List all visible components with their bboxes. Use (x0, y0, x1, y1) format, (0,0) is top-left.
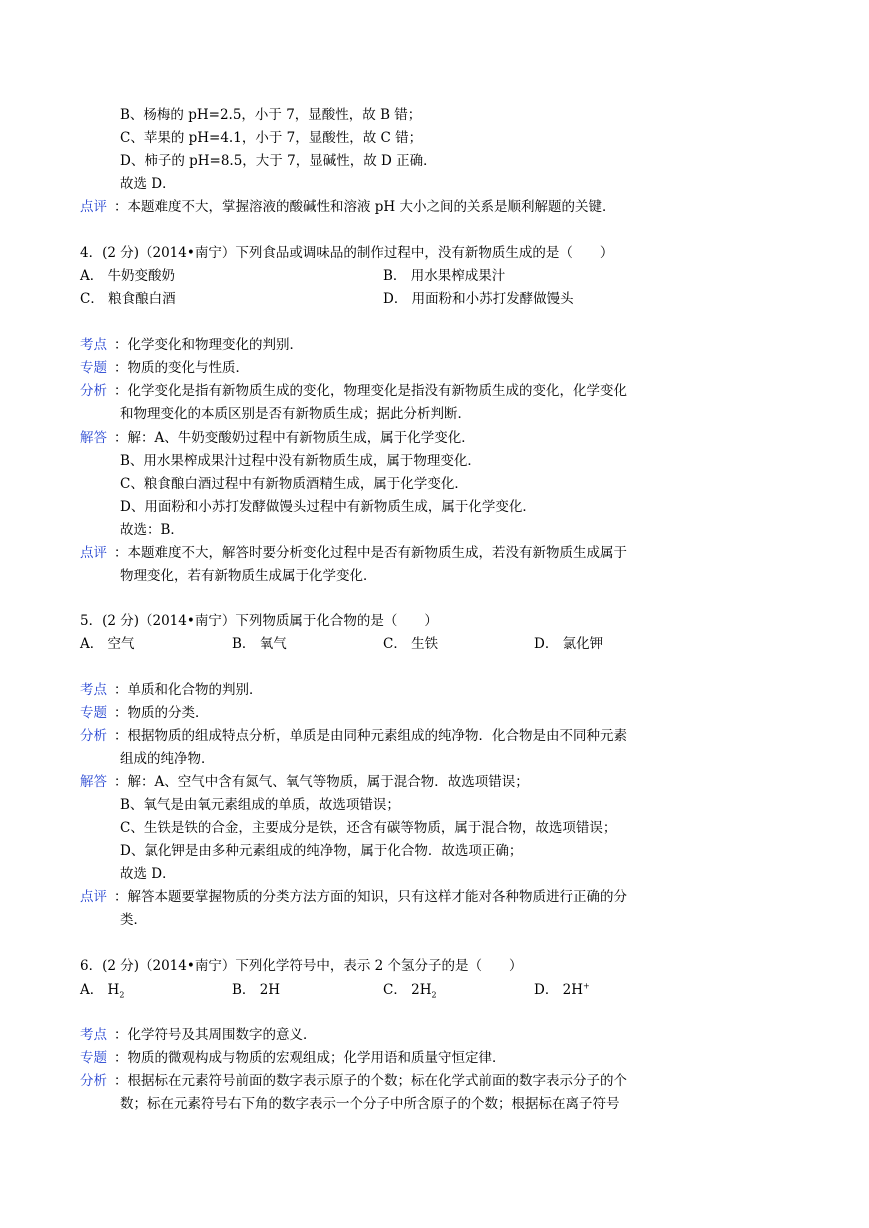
answer-line: B、杨梅的 pH=2.5，小于 7，显酸性，故 B 错； (120, 107, 422, 123)
q5-jieda-line: B、氧气是由氧元素组成的单质，故选项错误； (120, 797, 400, 813)
q5-jieda-line: D、氯化钾是由多种元素组成的纯净物，属于化合物．故选项正确； (120, 843, 523, 859)
q5-kaodian: ：单质和化合物的判别． (114, 682, 263, 698)
q6-fenxi-label: 分析 (80, 1073, 107, 1089)
q6-fenxi-line: 数；标在元素符号右下角的数字表示一个分子中所含原子的个数；根据标在离子符号 (120, 1096, 620, 1112)
q4-dianping-label: 点评 (80, 545, 107, 561)
q5-jieda-line: 故选 D． (120, 866, 176, 882)
q4-zhuanti-label: 专题 (80, 360, 107, 376)
q5-fenxi-line: ：根据物质的组成特点分析，单质是由同种元素组成的纯净物．化合物是由不同种元素 (114, 728, 627, 744)
q4-dianping-line: ：本题难度不大，解答时要分析变化过程中是否有新物质生成，若没有新物质生成属于 (114, 545, 627, 561)
q4-jieda-line: ：解：A、牛奶变酸奶过程中有新物质生成，属于化学变化． (114, 430, 475, 446)
q5-kaodian-label: 考点 (80, 682, 107, 698)
q6-kaodian-label: 考点 (80, 1027, 107, 1043)
q4-option-a: A． 牛奶变酸奶 (80, 268, 176, 284)
q5-dianping-line: ：解答本题要掌握物质的分类方法方面的知识，只有这样才能对各种物质进行正确的分 (114, 889, 627, 905)
q5-jieda-line: ：解：A、空气中含有氮气、氧气等物质，属于混合物．故选项错误； (114, 774, 529, 790)
question-4-stem: 4．(2 分)（2014•南宁）下列食品或调味品的制作过程中，没有新物质生成的是（ ） (80, 245, 614, 261)
q4-kaodian: ：化学变化和物理变化的判别． (114, 337, 303, 353)
q6-option-d: D． 2H+ (534, 981, 590, 998)
q5-zhuanti-label: 专题 (80, 705, 107, 721)
comment-label: 点评 (80, 199, 107, 215)
q5-fenxi-label: 分析 (80, 728, 107, 744)
q4-jieda-line: C、粮食酿白酒过程中有新物质酒精生成，属于化学变化． (120, 476, 468, 492)
q5-zhuanti: ：物质的分类． (114, 705, 209, 721)
q4-fenxi-line: 和物理变化的本质区别是否有新物质生成；据此分析判断． (120, 406, 471, 422)
q4-option-c: C． 粮食酿白酒 (80, 291, 176, 307)
q5-dianping-line: 类． (120, 912, 147, 928)
question-5-stem: 5．(2 分)（2014•南宁）下列物质属于化合物的是（ ） (80, 613, 438, 629)
q5-jieda-label: 解答 (80, 774, 107, 790)
q5-option-c: C． 生铁 (383, 636, 439, 652)
q4-fenxi-label: 分析 (80, 383, 107, 399)
q4-option-b: B． 用水果榨成果汁 (383, 268, 506, 284)
q6-option-c: C． $2H_2$ (383, 982, 437, 1000)
q4-option-d: D． 用面粉和小苏打发酵做馒头 (383, 291, 574, 307)
q6-option-a: A． $H_2$ (80, 982, 125, 1000)
q6-fenxi-line: ：根据标在元素符号前面的数字表示原子的个数；标在化学式前面的数字表示分子的个 (114, 1073, 627, 1089)
q5-option-a: A． 空气 (80, 636, 135, 652)
answer-line: 故选 D． (120, 176, 176, 192)
q5-fenxi-line: 组成的纯净物． (120, 751, 215, 767)
q4-jieda-line: B、用水果榨成果汁过程中没有新物质生成，属于物理变化． (120, 453, 481, 469)
q4-jieda-line: 故选：B． (120, 522, 184, 538)
q4-dianping-line: 物理变化，若有新物质生成属于化学变化． (120, 568, 377, 584)
q6-kaodian: ：化学符号及其周围数字的意义． (114, 1027, 317, 1043)
answer-line: D、柿子的 pH=8.5，大于 7，显碱性，故 D 正确． (120, 153, 437, 169)
q5-dianping-label: 点评 (80, 889, 107, 905)
q6-zhuanti-label: 专题 (80, 1050, 107, 1066)
question-6-stem: 6．(2 分)（2014•南宁）下列化学符号中，表示 2 个氢分子的是（ ） (80, 958, 523, 974)
q5-option-b: B． 氧气 (232, 636, 287, 652)
q5-jieda-line: C、生铁是铁的合金，主要成分是铁，还含有碳等物质，属于混合物，故选项错误； (120, 820, 617, 836)
q4-jieda-line: D、用面粉和小苏打发酵做馒头过程中有新物质生成，属于化学变化． (120, 499, 536, 515)
q6-zhuanti: ：物质的微观构成与物质的宏观组成；化学用语和质量守恒定律． (114, 1050, 506, 1066)
q5-option-d: D． 氯化钾 (534, 636, 604, 652)
q4-fenxi-line: ：化学变化是指有新物质生成的变化，物理变化是指没有新物质生成的变化，化学变化 (114, 383, 627, 399)
q6-option-b: B． 2H (232, 982, 281, 998)
q4-jieda-label: 解答 (80, 430, 107, 446)
q4-zhuanti: ：物质的变化与性质． (114, 360, 249, 376)
q4-kaodian-label: 考点 (80, 337, 107, 353)
answer-line: C、苹果的 pH=4.1，小于 7，显酸性，故 C 错； (120, 130, 423, 146)
comment-text: ：本题难度不大，掌握溶液的酸碱性和溶液 pH 大小之间的关系是顺利解题的关键． (114, 199, 616, 215)
